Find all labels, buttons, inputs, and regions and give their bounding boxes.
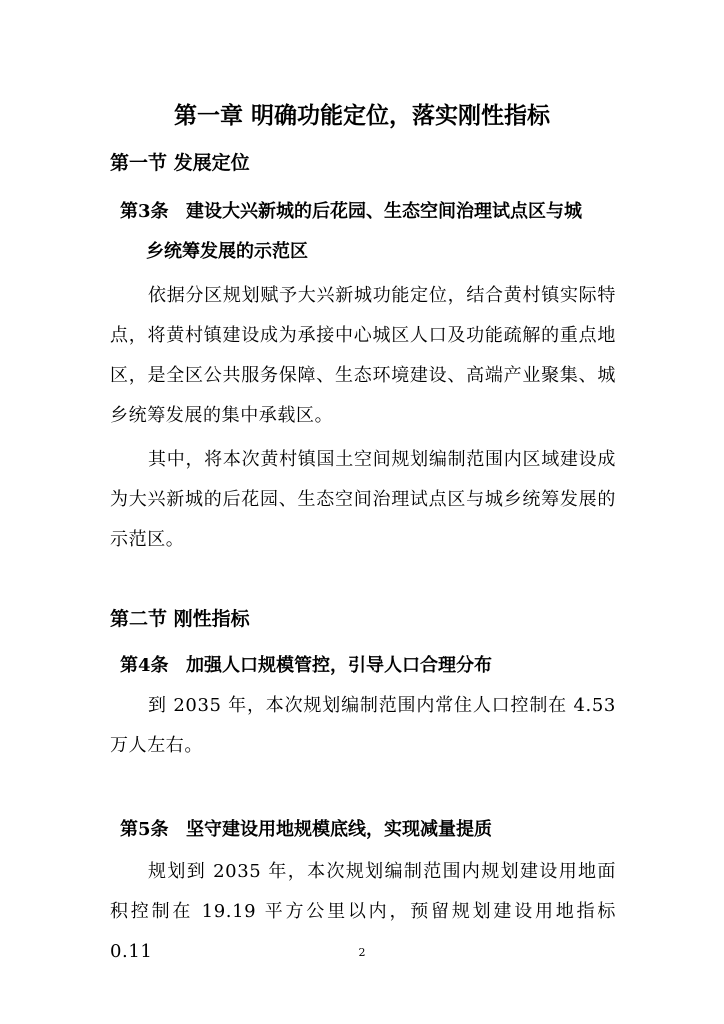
article-title-line1: 建设大兴新城的后花园、生态空间治理试点区与城	[186, 201, 582, 222]
article-title-line1: 加强人口规模管控，引导人口合理分布	[186, 655, 492, 676]
paragraph: 到 2035 年，本次规划编制范围内常住人口控制在 4.53 万人左右。	[110, 695, 616, 756]
article-5-heading	[120, 810, 620, 850]
article-number: 第5条	[120, 819, 169, 840]
article-title-line1: 坚守建设用地规模底线，实现减量提质	[186, 819, 492, 840]
article-title-line2: 乡统筹发展的示范区	[146, 241, 308, 262]
section-title-development-positioning: 第一节 发展定位	[110, 152, 250, 174]
page-number: 2	[358, 946, 366, 959]
article-4-heading	[120, 646, 620, 686]
paragraph: 其中，将本次黄村镇国土空间规划编制范围内区域建设成为大兴新城的后花园、生态空间治理试点区与城乡统筹发展的示范区。	[110, 449, 616, 550]
section-title-rigid-indicators: 第二节 刚性指标	[110, 608, 250, 630]
chapter-title: 第一章 明确功能定位，落实刚性指标	[173, 103, 550, 129]
paragraph: 规划到 2035 年，本次规划编制范围内规划建设用地面积控制在 19.19 平方公里以内，预留规划建设用地指标 0.11	[110, 861, 616, 962]
article-3-heading	[120, 192, 620, 272]
article-number: 第3条	[120, 201, 169, 222]
article-number: 第4条	[120, 655, 169, 676]
paragraph: 依据分区规划赋予大兴新城功能定位，结合黄村镇实际特点，将黄村镇建设成为承接中心城区人口及功能疏解的重点地区，是全区公共服务保障、生态环境建设、高端产业聚集、城乡统筹发展的集中承载区。	[110, 285, 616, 426]
